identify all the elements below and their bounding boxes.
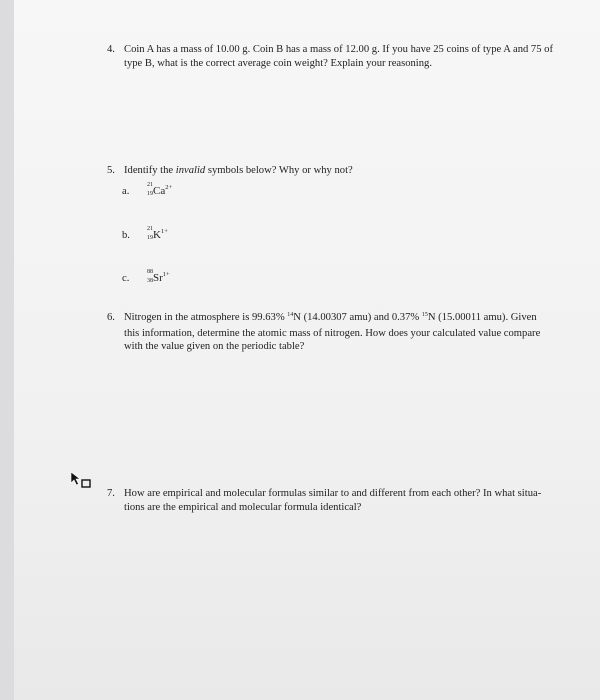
element-symbol: Ca	[153, 185, 166, 197]
nuclide-symbol	[144, 181, 173, 199]
question-7	[107, 487, 587, 517]
ion-charge: 1+	[162, 271, 170, 278]
nuclide-symbol	[144, 225, 168, 243]
question-6-line-2: this information, determine the atomic mass of nitrogen. How does your calculated value compare	[124, 327, 541, 339]
question-5-text-italic: invalid	[175, 165, 206, 176]
nuclide-symbol	[144, 268, 170, 286]
question-6-line-1	[124, 312, 537, 323]
cursor-icon	[70, 471, 92, 491]
question-5-item-b	[122, 225, 222, 245]
question-5-item-a	[122, 181, 222, 201]
question-4-line-1: Coin A has a mass of 10.00 g. Coin B has a mass of 12.00 g. If you have 25 coins of type A and 75 of	[124, 44, 554, 55]
question-6-line-3: with the value given on the periodic table?	[124, 341, 305, 352]
question-7-number: 7.	[107, 488, 115, 499]
question-6	[107, 311, 587, 355]
question-5-item-c	[122, 268, 222, 288]
question-4-line-2: type B, what is the correct average coin weight? Explain your reasoning.	[124, 57, 432, 69]
atomic-number: 19	[147, 234, 153, 241]
element-symbol: Sr	[153, 272, 163, 284]
question-5	[107, 164, 587, 180]
question-6-number: 6.	[107, 312, 115, 323]
question-4	[107, 43, 587, 73]
isotope-mass-number: 14	[287, 312, 294, 318]
ion-charge: 2+	[165, 184, 173, 191]
question-6-text	[124, 311, 540, 354]
question-5-number: 5.	[107, 165, 115, 176]
mass-number: 21	[147, 181, 153, 188]
item-label: a.	[122, 186, 130, 197]
question-7-line-2: tions are the empirical and molecular formula identical?	[124, 501, 362, 513]
question-4-number: 4.	[107, 44, 115, 55]
question-4-text	[124, 43, 553, 70]
mass-number: 88	[147, 268, 153, 275]
item-label: b.	[122, 230, 130, 241]
question-6-line-1-b: N (14.00307 amu) and 0.37%	[293, 312, 422, 323]
question-6-line-1-c: N (15.00011 amu). Given	[427, 312, 537, 323]
question-5-text-before: Identify the	[124, 165, 176, 176]
question-7-text	[124, 487, 541, 514]
ion-charge: 1+	[160, 228, 168, 235]
atomic-number: 38	[147, 277, 153, 284]
question-5-text-after: symbols below? Why or why not?	[205, 165, 353, 176]
question-7-line-1: How are empirical and molecular formulas similar to and different from each other? In what situa-	[124, 488, 542, 499]
atomic-number: 19	[147, 190, 153, 197]
question-6-line-1-a: Nitrogen in the atmosphere is 99.63%	[124, 312, 288, 323]
element-symbol: K	[153, 229, 161, 241]
mass-number: 21	[147, 225, 153, 232]
question-5-text	[124, 164, 353, 178]
isotope-mass-number: 15	[421, 312, 428, 318]
item-label: c.	[122, 273, 130, 284]
